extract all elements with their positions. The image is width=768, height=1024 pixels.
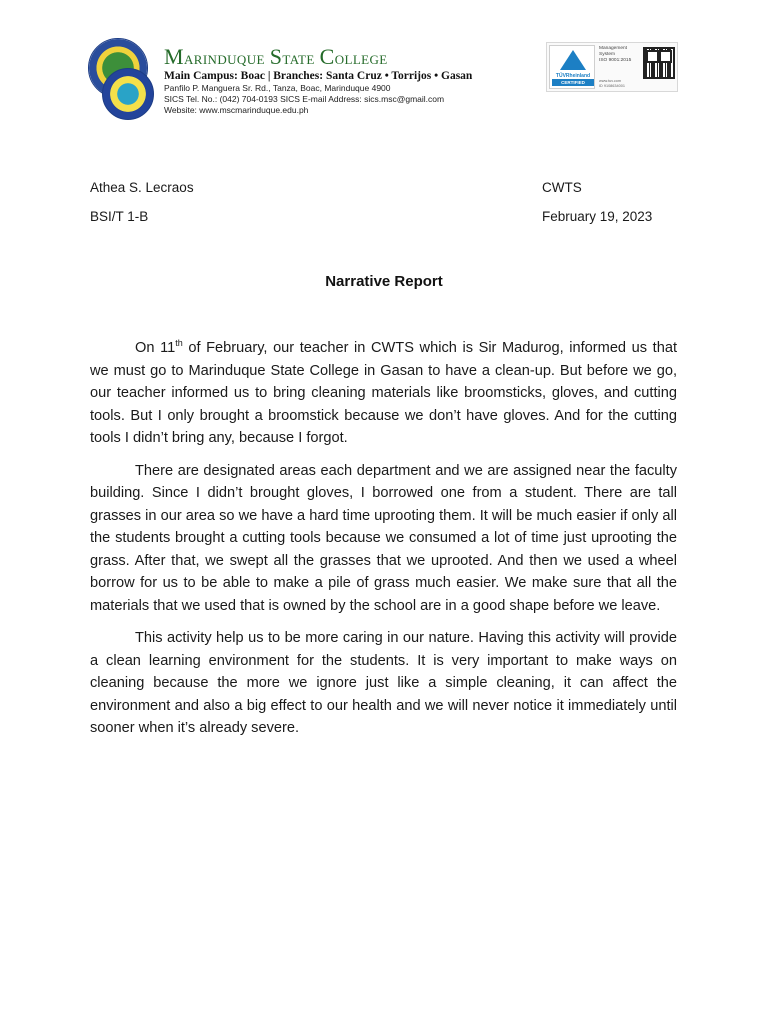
- student-section: BSI/T 1-B: [90, 209, 149, 224]
- cert-line: ISO 9001:2015: [599, 58, 632, 63]
- report-date: February 19, 2023: [542, 209, 653, 224]
- paragraph-1: [90, 337, 677, 450]
- college-name-cap-1: M: [164, 44, 184, 69]
- report-body: [90, 337, 677, 750]
- report-title: Narrative Report: [325, 273, 443, 290]
- cert-small-line: www.tuv.com: [599, 79, 622, 83]
- department-seal-logo: [102, 68, 154, 120]
- student-name: Athea S. Lecraos: [90, 180, 194, 195]
- tuv-logo: [549, 45, 595, 89]
- ordinal-suffix: th: [175, 338, 183, 349]
- college-contact: SICS Tel. No.: (042) 704-0193 SICS E-mail Address: sics.msc@gmail.com: [164, 94, 445, 104]
- paragraph-1-start: On 11: [135, 340, 176, 356]
- college-name-cap-2: S: [269, 44, 283, 69]
- qr-code-icon: [643, 47, 675, 79]
- certification-badge: [546, 42, 678, 92]
- tuv-triangle-icon: [560, 50, 586, 70]
- college-name: [164, 44, 388, 70]
- paragraph-1-rest: of February, our teacher in CWTS which is Sir Madurog, informed us that we must go to Marinduque State College in Gasan to have a clean-up. But before we go, our teacher informed us to bring cleaning materials like broomsticks, gloves, and cutting tools. But I only brought a broomstick because we don’t have gloves. And for the cutting tools I didn’t bring any, because I forgot.: [90, 340, 677, 446]
- cert-line: Management: [599, 46, 627, 51]
- campus-line: Main Campus: Boac | Branches: Santa Cruz • Torrijos • Gasan: [164, 70, 473, 82]
- college-name-rest-2: tate: [282, 48, 320, 68]
- college-website: Website: www.mscmarinduque.edu.ph: [164, 105, 309, 115]
- tuv-brand: TÜVRheinland: [555, 73, 591, 79]
- tuv-certified-label: CERTIFIED: [552, 79, 594, 86]
- certification-small-text: [599, 79, 625, 89]
- college-name-rest-1: arinduque: [183, 48, 270, 68]
- college-name-cap-3: C: [319, 44, 335, 69]
- paragraph-2: There are designated areas each department and we are assigned near the faculty building. Since I didn’t brought gloves, I borrowed one from a student. There are tall grasses in our area so we have a hard time uprooting them. It will be much easier if only all the students brought a cutting tools because we consumed a lot of time just uprooting the grass. After that, we swept all the grasses that we uprooted. And then we used a wheel borrow for us to be able to make a pile of grass much easier. We make sure that all the materials that we used that is owned by the school are in a good shape before we leave.: [90, 462, 677, 614]
- college-address: Panfilo P. Manguera Sr. Rd., Tanza, Boac, Marinduque 4900: [164, 83, 391, 93]
- paragraph-3: This activity help us to be more caring in our nature. Having this activity will provide a clean learning environment for the students. It is very important to make ways on cleaning because the more we ignore just like a simple cleaning, it can affect the environment and also a big effect to our health and we will never notice it immediately until sooner when it’s already severe.: [90, 630, 677, 736]
- cert-line: System: [599, 52, 615, 57]
- cert-small-line: ID 9108634001: [599, 84, 625, 88]
- college-name-rest-3: ollege: [334, 48, 388, 68]
- certification-text: [599, 46, 631, 64]
- subject: CWTS: [542, 180, 582, 195]
- college-seals: [88, 38, 166, 128]
